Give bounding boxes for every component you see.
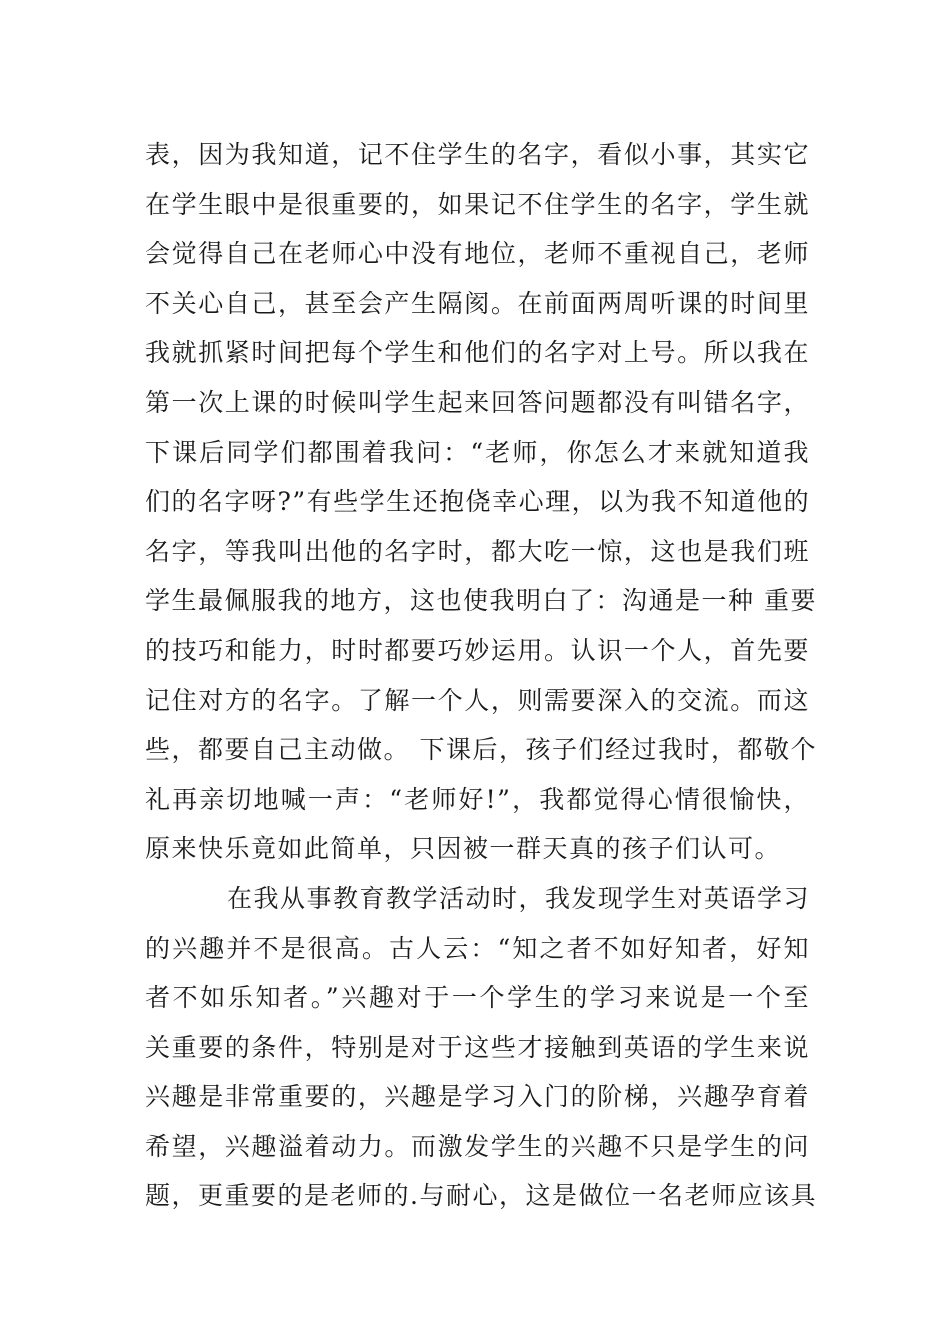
text-line: 关重要的条件，特别是对于这些才接触到英语的学生来说 bbox=[145, 1032, 810, 1062]
text-line: 的技巧和能力，时时都要巧妙运用。认识一个人，首先要 bbox=[145, 635, 810, 665]
text-line: 希望，兴趣溢着动力。而激发学生的兴趣不只是学生的问 bbox=[145, 1131, 810, 1161]
text-line: 下课后同学们都围着我问：“老师，你怎么才来就知道我 bbox=[145, 437, 810, 467]
text-line: 学生最佩服我的地方，这也使我明白了：沟通是一种 重要 bbox=[145, 586, 817, 616]
text-line: 我就抓紧时间把每个学生和他们的名字对上号。所以我在 bbox=[145, 338, 810, 368]
text-line: 记住对方的名字。了解一个人，则需要深入的交流。而这 bbox=[145, 685, 810, 715]
text-line: 的兴趣并不是很高。古人云：“知之者不如好知者，好知 bbox=[145, 933, 810, 963]
text-line: 第一次上课的时候叫学生起来回答问题都没有叫错名字， bbox=[145, 387, 810, 417]
text-line: 会觉得自己在老师心中没有地位，老师不重视自己，老师 bbox=[145, 239, 810, 269]
text-line: 些，都要自己主动做。 下课后，孩子们经过我时，都敬个 bbox=[145, 735, 817, 765]
text-line: 们的名字呀?”有些学生还抱侥幸心理，以为我不知道他的 bbox=[145, 487, 811, 517]
text-line: 原来快乐竟如此简单，只因被一群天真的孩子们认可。 bbox=[145, 834, 782, 864]
text-line: 题，更重要的是老师的.与耐心，这是做位一名老师应该具 bbox=[145, 1181, 817, 1211]
text-line: 表，因为我知道，记不住学生的名字，看似小事，其实它 bbox=[145, 140, 810, 169]
text-line: 在我从事教育教学活动时，我发现学生对英语学习 bbox=[227, 883, 811, 913]
text-line: 者不如乐知者。”兴趣对于一个学生的学习来说是一个至 bbox=[145, 983, 810, 1013]
text-line: 名字，等我叫出他的名字时，都大吃一惊，这也是我们班 bbox=[145, 536, 810, 566]
text-line: 兴趣是非常重要的，兴趣是学习入门的阶梯，兴趣孕育着 bbox=[145, 1082, 810, 1112]
text-line: 在学生眼中是很重要的，如果记不住学生的名字，学生就 bbox=[145, 189, 810, 219]
text-line: 礼再亲切地喊一声：“老师好!”，我都觉得心情很愉快， bbox=[145, 784, 810, 814]
body-text bbox=[145, 130, 817, 1221]
text-line: 不关心自己，甚至会产生隔阂。在前面两周听课的时间里 bbox=[145, 288, 810, 318]
